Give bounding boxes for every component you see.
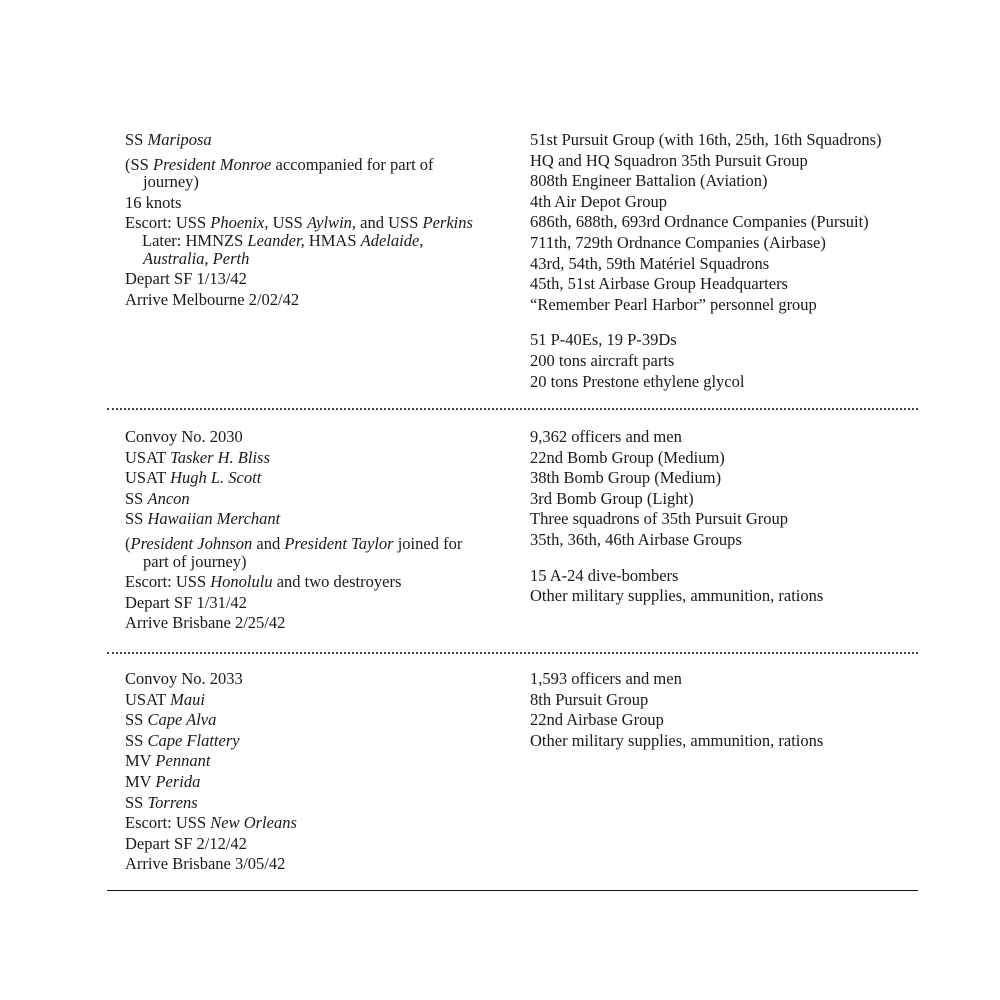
text-line: Arrive Brisbane 2/25/42 [125,613,286,633]
list-item: Other military supplies, ammunition, rations [530,730,824,750]
text-line: MV Pennant [125,751,211,771]
dotted-divider [107,408,918,410]
text-line: MV Perida [125,771,201,791]
list-item: 1,593 officers and men [530,669,682,688]
text-line: Later: HMNZS Leander, HMAS Adelaide, [142,230,424,250]
list-item: 51st Pursuit Group (with 16th, 25th, 16th Squadrons) [530,130,882,149]
text-line: part of journey) [143,551,247,571]
text-line: Depart SF 1/31/42 [125,592,247,612]
list-item: Other military supplies, ammunition, rations [530,586,824,606]
list-item: 15 A-24 dive-bombers [530,565,679,585]
list-item: Three squadrons of 35th Pursuit Group [530,509,789,529]
text-line: SS Hawaiian Merchant [125,509,281,529]
section-3-units [530,669,823,751]
list-item: “Remember Pearl Harbor” personnel group [530,294,817,314]
section-3-ship-info [125,669,297,875]
list-item: 4th Air Depot Group [530,191,668,211]
list-item: 20 tons Prestone ethylene glycol [530,371,745,391]
text-line: Escort: USS Phoenix, USS Aylwin, and USS Perkins [125,213,473,233]
text-line: SS Cape Flattery [125,730,240,750]
list-item: 22nd Bomb Group (Medium) [530,447,725,467]
text-line: Depart SF 1/13/42 [125,269,247,289]
text-line: SS Torrens [125,792,198,812]
list-item: 9,362 officers and men [530,427,682,446]
text-line: Escort: USS New Orleans [125,813,297,833]
text-line: (SS President Monroe accompanied for part of [125,154,434,174]
list-item: 711th, 729th Ordnance Companies (Airbase) [530,232,826,252]
text-line: Arrive Brisbane 3/05/42 [125,854,286,874]
text-line: USAT Hugh L. Scott [125,468,262,488]
list-item: 686th, 688th, 693rd Ordnance Companies (Pursuit) [530,212,869,232]
text-line: SS Mariposa [125,130,212,149]
list-item: 22nd Airbase Group [530,710,664,730]
list-item: 45th, 51st Airbase Group Headquarters [530,274,788,294]
text-line: Convoy No. 2030 [125,427,243,446]
list-item: HQ and HQ Squadron 35th Pursuit Group [530,150,808,170]
text-line: SS Cape Alva [125,710,217,730]
text-line: USAT Maui [125,689,205,709]
list-item: 200 tons aircraft parts [530,350,675,370]
table-bottom-rule [107,890,918,891]
list-item: 808th Engineer Battalion (Aviation) [530,171,768,191]
list-item: 35th, 36th, 46th Airbase Groups [530,529,742,549]
text-line: 16 knots [125,192,182,212]
section-2-ship-info [125,427,462,634]
text-line: USAT Tasker H. Bliss [125,447,270,467]
text-line: Arrive Melbourne 2/02/42 [125,289,300,309]
section-1-units [530,130,882,392]
text-line: (President Johnson and President Taylor joined for [125,533,463,553]
section-2-units [530,427,823,607]
dotted-divider [107,652,918,654]
text-line: Depart SF 2/12/42 [125,833,247,853]
text-line: Escort: USS Honolulu and two destroyers [125,572,402,592]
text-line: Convoy No. 2033 [125,669,243,688]
list-item: 38th Bomb Group (Medium) [530,468,722,488]
text-line: SS Ancon [125,488,190,508]
list-item: 3rd Bomb Group (Light) [530,488,694,508]
list-item: 8th Pursuit Group [530,689,649,709]
list-item: 51 P-40Es, 19 P-39Ds [530,330,677,350]
section-1-ship-info [125,130,473,310]
text-line: Australia, Perth [143,248,250,268]
text-line: journey) [143,172,199,192]
list-item: 43rd, 54th, 59th Matériel Squadrons [530,253,770,273]
